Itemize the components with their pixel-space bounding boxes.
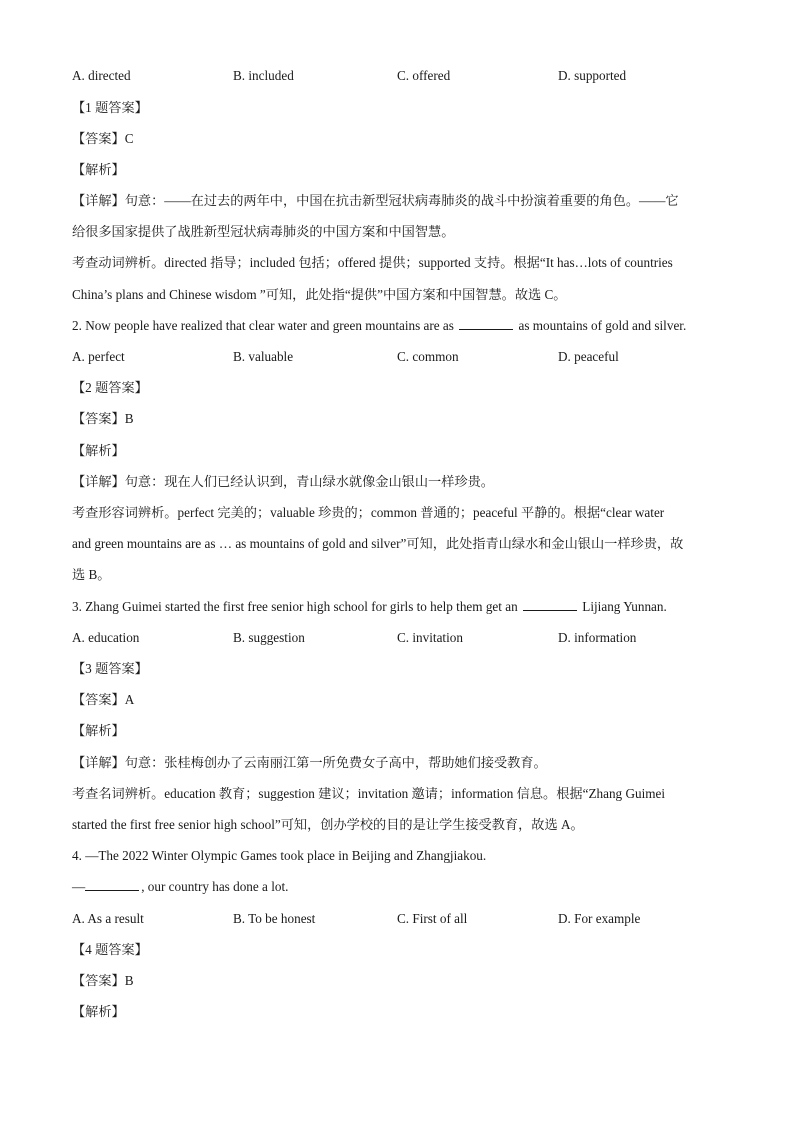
q2-option-a: A. perfect	[72, 349, 125, 364]
q2-option-b: B. valuable	[233, 349, 294, 364]
q1-answer-tag: 【1 题答案】	[72, 100, 148, 115]
q1-option-a: A. directed	[72, 68, 131, 83]
q2-option-d: D. peaceful	[558, 349, 619, 364]
q4-stem-line-1: 4. —The 2022 Winter Olympic Games took place in Beijing and Zhangjiakou.	[72, 848, 487, 863]
q1-option-b: B. included	[233, 68, 294, 83]
q2-stem-end: as mountains of gold and silver.	[518, 318, 687, 333]
q3-option-b: B. suggestion	[233, 630, 305, 645]
q4-options	[72, 909, 732, 929]
q3-explanation-line-2: started the first free senior high school”可知，创办学校的目的是让学生接受教育，故选 A。	[72, 817, 584, 832]
q4-stem-line-2	[72, 877, 724, 897]
q2-stem	[72, 316, 724, 336]
q4-option-d: D. For example	[558, 911, 641, 926]
q4-answer: 【答案】B	[72, 973, 134, 988]
q2-stem-start: 2. Now people have realized that clear water and green mountains are as	[72, 318, 454, 333]
q3-stem-end: Lijiang Yunnan.	[582, 599, 667, 614]
q2-explanation-line-1: 考查形容词辨析。perfect 完美的；valuable 珍贵的；common 普通的；peaceful 平静的。根据“clear water	[72, 505, 665, 520]
q3-option-c: C. invitation	[397, 630, 463, 645]
q1-explanation-line-2: China’s plans and Chinese wisdom ”可知，此处指“提供”中国方案和中国智慧。故选 C。	[72, 287, 567, 302]
q2-blank	[459, 317, 513, 330]
q3-explanation-line-1: 考查名词辨析。education 教育；suggestion 建议；invitation 邀请；information 信息。根据“Zhang Guimei	[72, 786, 666, 801]
q4-option-b: B. To be honest	[233, 911, 316, 926]
q1-explanation-line-1: 考查动词辨析。directed 指导；included 包括；offered 提供；supported 支持。根据“It has…lots of countries	[72, 255, 673, 270]
q3-option-d: D. information	[558, 630, 637, 645]
q4-option-c: C. First of all	[397, 911, 468, 926]
q4-dash: —	[72, 879, 86, 894]
q1-options	[72, 66, 732, 86]
q1-option-c: C. offered	[397, 68, 451, 83]
q3-stem-start: 3. Zhang Guimei started the first free senior high school for girls to help them get an	[72, 599, 518, 614]
q2-explanation-line-2: and green mountains are as … as mountains of gold and silver”可知，此处指青山绿水和金山银山一样珍贵，故	[72, 536, 684, 551]
q2-detail-line-1: 【详解】句意：现在人们已经认识到，青山绿水就像金山银山一样珍贵。	[72, 474, 494, 489]
q2-explanation-line-3: 选 B。	[72, 567, 111, 582]
q3-answer-tag: 【3 题答案】	[72, 661, 148, 676]
q2-answer: 【答案】B	[72, 411, 134, 426]
q2-analysis-heading: 【解析】	[72, 443, 125, 458]
q3-analysis-heading: 【解析】	[72, 723, 125, 738]
q4-option-a: A. As a result	[72, 911, 144, 926]
q1-option-d: D. supported	[558, 68, 627, 83]
q1-answer: 【答案】C	[72, 131, 134, 146]
q4-answer-tag: 【4 题答案】	[72, 942, 148, 957]
q3-stem	[72, 597, 724, 617]
q2-answer-tag: 【2 题答案】	[72, 380, 148, 395]
q1-detail-line-2: 给很多国家提供了战胜新型冠状病毒肺炎的中国方案和中国智慧。	[72, 224, 455, 239]
q4-blank	[85, 878, 139, 891]
q2-options	[72, 347, 732, 367]
q3-blank	[523, 598, 577, 611]
q3-option-a: A. education	[72, 630, 140, 645]
q4-stem-rest: , our country has done a lot.	[141, 879, 289, 894]
q3-answer: 【答案】A	[72, 692, 135, 707]
q3-options	[72, 628, 732, 648]
q1-detail-line-1: 【详解】句意：——在过去的两年中，中国在抗击新型冠状病毒肺炎的战斗中扮演着重要的角色。——它	[72, 193, 679, 208]
q1-analysis-heading: 【解析】	[72, 162, 125, 177]
q2-option-c: C. common	[397, 349, 459, 364]
q4-analysis-heading: 【解析】	[72, 1004, 125, 1019]
q3-detail-line-1: 【详解】句意：张桂梅创办了云南丽江第一所免费女子高中，帮助她们接受教育。	[72, 755, 547, 770]
